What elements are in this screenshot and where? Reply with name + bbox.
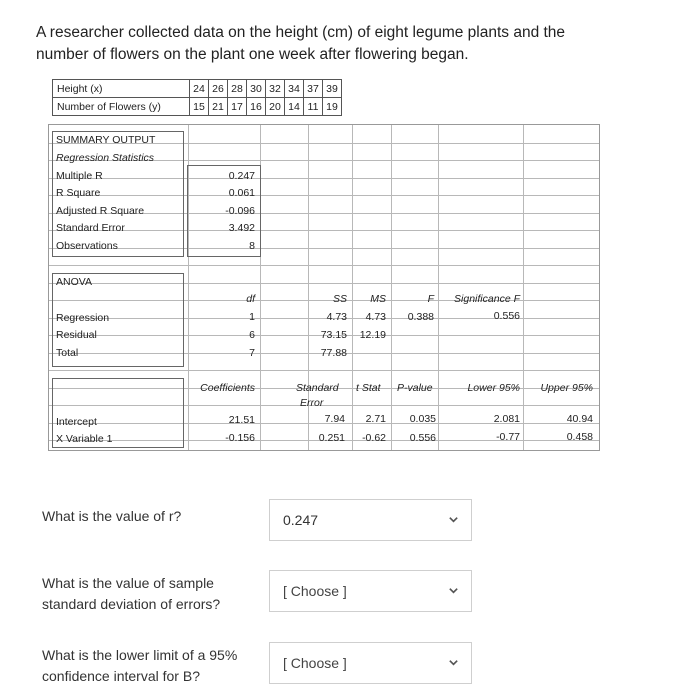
summary-title: SUMMARY OUTPUT <box>56 134 156 146</box>
question-std-errors: What is the value of sample standard deviation of errors? <box>42 575 221 612</box>
height-value: 30 <box>247 80 266 98</box>
flowers-value: 11 <box>304 98 323 116</box>
anova-sigf: 0.556 <box>493 310 520 322</box>
dropdown-selected-value: 0.247 <box>283 512 319 528</box>
dropdown-selected-value: [ Choose ] <box>283 655 347 671</box>
coef-row-label: X Variable 1 <box>56 433 113 445</box>
stat-label: R Square <box>56 187 101 199</box>
coef-header-lower: Lower 95% <box>467 382 520 394</box>
stat-label: Standard Error <box>56 222 125 234</box>
chevron-down-icon <box>448 514 459 525</box>
coef-pvalue: 0.035 <box>409 413 436 425</box>
height-label: Height (x) <box>53 80 190 98</box>
anova-ms: 12.19 <box>359 329 386 341</box>
chevron-down-icon <box>448 657 459 668</box>
stat-value: 0.247 <box>228 170 255 182</box>
height-value: 28 <box>228 80 247 98</box>
coef-pvalue: 0.556 <box>409 432 436 444</box>
height-value: 39 <box>323 80 342 98</box>
anova-ss: 77.88 <box>320 347 347 359</box>
stat-value: -0.096 <box>225 205 255 217</box>
anova-header-sigf: Significance F <box>454 293 520 305</box>
coef-header-se-2: Error <box>300 397 324 409</box>
flowers-value: 17 <box>228 98 247 116</box>
anova-df: 6 <box>249 329 255 341</box>
dropdown-selected-value: [ Choose ] <box>283 583 347 599</box>
anova-ms: 4.73 <box>365 311 386 323</box>
anova-ss: 4.73 <box>326 311 347 323</box>
stat-label: Adjusted R Square <box>56 205 145 217</box>
height-value: 24 <box>190 80 209 98</box>
flowers-value: 14 <box>285 98 304 116</box>
anova-df: 7 <box>249 347 255 359</box>
regression-statistics-label: Regression Statistics <box>56 152 155 164</box>
height-value: 34 <box>285 80 304 98</box>
chevron-down-icon <box>448 585 459 596</box>
coef-header-upper: Upper 95% <box>540 382 593 394</box>
data-table <box>52 79 342 116</box>
coef-lower: 2.081 <box>493 413 520 425</box>
coef-value: 21.51 <box>228 414 255 426</box>
anova-row-label: Total <box>56 347 79 359</box>
coef-tstat: 2.71 <box>365 413 386 425</box>
height-value: 26 <box>209 80 228 98</box>
answer-r-dropdown[interactable] <box>269 499 472 541</box>
flowers-value: 16 <box>247 98 266 116</box>
answer-std-errors-dropdown[interactable] <box>269 570 472 612</box>
coef-lower: -0.77 <box>496 431 520 443</box>
anova-header-ss: SS <box>332 293 347 305</box>
coef-se: 7.94 <box>324 413 345 425</box>
anova-f: 0.388 <box>407 311 434 323</box>
table-row <box>53 80 342 98</box>
flowers-value: 20 <box>266 98 285 116</box>
anova-title: ANOVA <box>56 276 92 288</box>
anova-ss: 73.15 <box>320 329 347 341</box>
question-r: What is the value of r? <box>42 508 182 524</box>
anova-header-f: F <box>427 293 434 305</box>
coef-tstat: -0.62 <box>362 432 386 444</box>
stat-value: 8 <box>249 240 255 252</box>
flowers-label: Number of Flowers (y) <box>53 98 190 116</box>
stat-label: Multiple R <box>56 170 103 182</box>
anova-header-df: df <box>246 293 255 305</box>
flowers-value: 19 <box>323 98 342 116</box>
height-value: 32 <box>266 80 285 98</box>
coef-header-tstat: t Stat <box>356 382 381 394</box>
anova-df: 1 <box>249 311 255 323</box>
coef-upper: 0.458 <box>566 431 593 443</box>
coef-se: 0.251 <box>318 432 345 444</box>
stat-value: 3.492 <box>228 222 255 234</box>
question-prompt: A researcher collected data on the height (cm) of eight legume plants and the number of flowers on the plant one week after flowering began. <box>36 24 566 63</box>
table-row <box>53 98 342 116</box>
flowers-value: 21 <box>209 98 228 116</box>
coef-row-label: Intercept <box>56 416 97 428</box>
answer-lower-limit-dropdown[interactable] <box>269 642 472 684</box>
stat-value: 0.061 <box>228 187 255 199</box>
coef-header-coefficients: Coefficients <box>200 382 255 394</box>
anova-header-ms: MS <box>370 293 386 305</box>
question-lower-limit: What is the lower limit of a 95% confidence interval for B? <box>42 647 238 684</box>
height-value: 37 <box>304 80 323 98</box>
coef-value: -0.156 <box>225 432 255 444</box>
coef-header-pvalue: P-value <box>397 382 433 394</box>
coef-upper: 40.94 <box>566 413 593 425</box>
anova-row-label: Residual <box>56 329 97 341</box>
coef-header-se: Standard <box>296 382 339 394</box>
flowers-value: 15 <box>190 98 209 116</box>
anova-row-label: Regression <box>56 312 110 324</box>
stat-label: Observations <box>56 240 118 252</box>
